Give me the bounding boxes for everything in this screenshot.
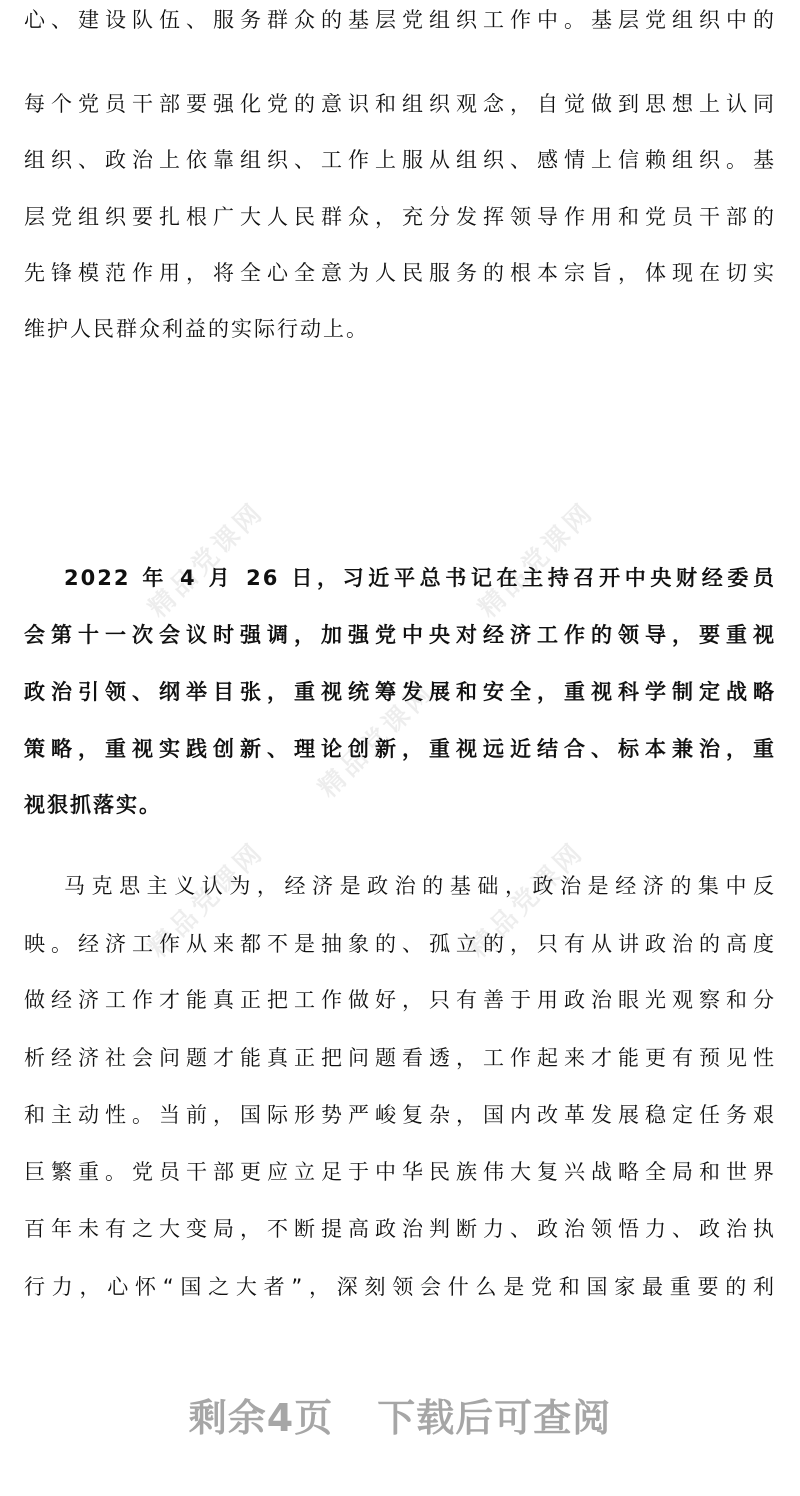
remaining-pages-label: 剩余4页 xyxy=(188,1396,334,1440)
text-line: 2022 年 4 月 26 日，习近平总书记在主持召开中央财经委员 xyxy=(64,566,776,590)
text-line: 映。经济工作从来都不是抽象的、孤立的，只有从讲政治的高度 xyxy=(24,932,776,956)
text-line: 维护人民群众利益的实际行动上。 xyxy=(24,317,369,341)
watermark: 精品党课网 xyxy=(313,676,441,804)
download-prompt-banner[interactable] xyxy=(0,1395,800,1441)
text-line: 行力，心怀“国之大者”，深刻领会什么是党和国家最重要的利 xyxy=(24,1275,776,1299)
text-line: 百年未有之大变局，不断提高政治判断力、政治领悟力、政治执 xyxy=(24,1217,776,1241)
watermark: 精品党课网 xyxy=(143,836,271,964)
text-line: 层党组织要扎根广大人民群众，充分发挥领导作用和党员干部的 xyxy=(24,205,776,229)
text-line: 和主动性。当前，国际形势严峻复杂，国内改革发展稳定任务艰 xyxy=(24,1103,776,1127)
text-line: 做经济工作才能真正把工作做好，只有善于用政治眼光观察和分 xyxy=(24,988,776,1012)
text-line: 析经济社会问题才能真正把问题看透，工作起来才能更有预见性 xyxy=(24,1046,776,1070)
text-line: 组织、政治上依靠组织、工作上服从组织、感情上信赖组织。基 xyxy=(24,148,776,172)
watermark: 精品党课网 xyxy=(463,836,591,964)
text-line: 政治引领、纲举目张，重视统筹发展和安全，重视科学制定战略 xyxy=(24,680,776,704)
text-line: 心、建设队伍、服务群众的基层党组织工作中。基层党组织中的 xyxy=(24,8,776,32)
text-line: 策略，重视实践创新、理论创新，重视远近结合、标本兼治，重 xyxy=(24,737,776,761)
watermark: 精品党课网 xyxy=(143,496,271,624)
text-line: 巨繁重。党员干部更应立足于中华民族伟大复兴战略全局和世界 xyxy=(24,1160,776,1184)
text-line: 先锋模范作用，将全心全意为人民服务的根本宗旨，体现在切实 xyxy=(24,261,776,285)
download-to-view-label[interactable]: 下载后可查阅 xyxy=(377,1396,612,1440)
text-line: 每个党员干部要强化党的意识和组织观念，自觉做到思想上认同 xyxy=(24,92,776,116)
text-line: 会第十一次会议时强调，加强党中央对经济工作的领导，要重视 xyxy=(24,623,776,647)
text-line: 视狠抓落实。 xyxy=(24,793,162,817)
text-line: 马克思主义认为，经济是政治的基础，政治是经济的集中反 xyxy=(64,874,776,898)
watermark: 精品党课网 xyxy=(473,496,601,624)
